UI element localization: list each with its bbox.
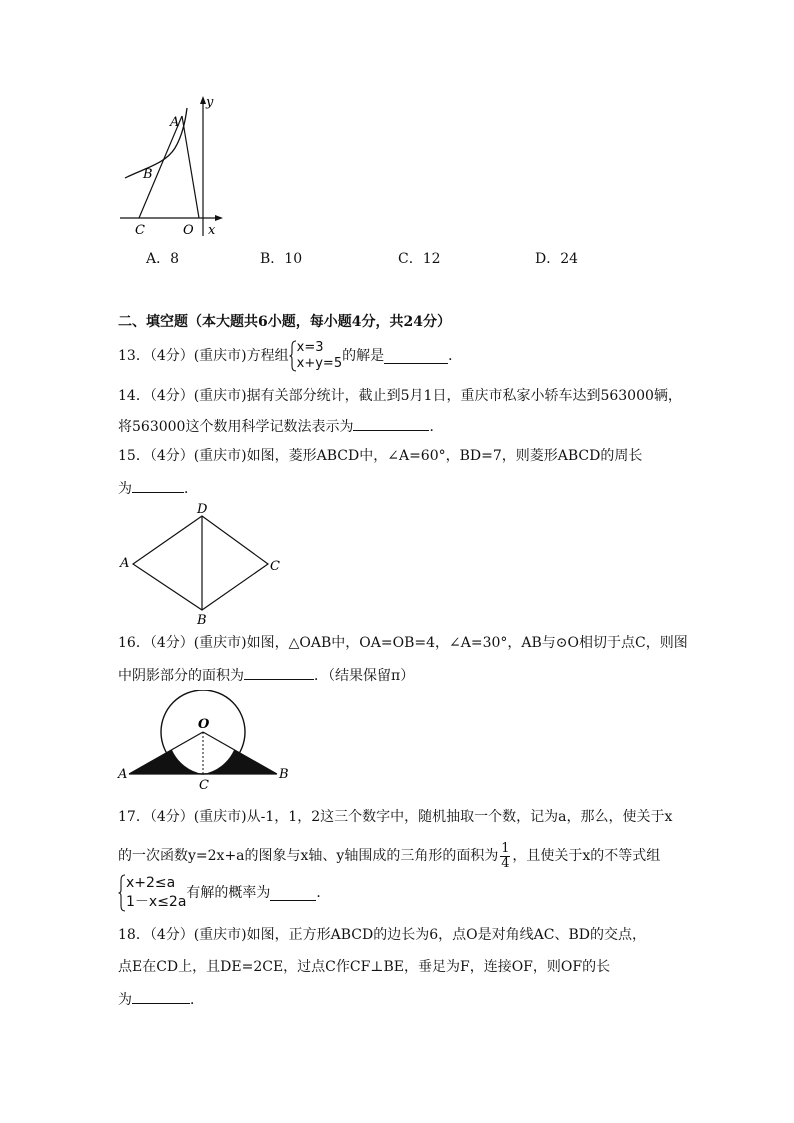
q14-answer-blank[interactable] [353,416,429,431]
q12-figure [115,92,225,242]
q15-label-B: B [197,613,207,628]
q17-line2-suffix: ，且使关于x的不等式组 [512,848,661,864]
q18-line1: 18．（4分）(重庆市)如图，正方形ABCD的边长为6，点O是对角线AC、BD的交点， [118,927,646,943]
q16-answer-blank[interactable] [244,665,314,680]
q16-line2 [118,665,414,685]
q13-prefix: 13．（4分）(重庆市)方程组 [118,348,289,364]
q16-label-C: C [199,778,209,792]
q14-end: ． [429,419,444,435]
q13-eq2: x+y=5 [296,356,343,371]
q17-line3-suffix: 有解的概率为 [186,885,271,901]
q17-line3 [118,873,330,913]
q15-label-C: C [270,559,280,574]
q18-answer-blank[interactable] [132,989,190,1004]
q17-brace [118,874,126,912]
q12-label-A: A [170,115,180,130]
q13-suffix: 的解是 [342,348,385,364]
q13-line [118,340,462,372]
q12-label-C: C [135,223,145,238]
q17-frac-den: 4 [501,855,510,871]
q15-end: ． [184,481,198,497]
q14-line2 [118,416,443,436]
section-heading: 二、填空题（本大题共6小题，每小题4分，共24分） [118,314,451,330]
q12-option-a[interactable]: A．8 [146,251,180,267]
q18-line3 [118,989,204,1009]
q16-line2-prefix: 中阴影部分的面积为 [118,668,244,684]
q14-line1: 14．（4分）(重庆市)据有关部分统计，截止到5月1日，重庆市私家小轿车达到563000辆， [118,388,682,404]
q17-line1: 17．（4分）(重庆市)从-1，1，2这三个数字中，随机抽取一个数，记为a，那么，使关于x [118,809,673,825]
q17-line2 [118,838,660,874]
q12-option-b[interactable]: B．10 [260,251,303,267]
q13-system [289,340,342,372]
q15-answer-blank[interactable] [132,478,184,493]
q17-line2-prefix: 的一次函数y=2x+a的图象与x轴、y轴围成的三角形的面积为 [118,848,499,864]
q17-answer-blank[interactable] [270,886,316,901]
q12-label-O: O [183,223,194,238]
q17-end: ． [316,885,331,901]
q17-ineq2: 1－x≤2a [126,894,187,910]
q17-ineq1: x+2≤a [126,875,176,891]
q16-line2-suffix: ．（结果保留π） [314,668,415,684]
q12-option-c[interactable]: C．12 [398,251,441,267]
q13-end: ． [448,348,463,364]
q14-line2-prefix: 将563000这个数用科学记数法表示为 [118,419,354,435]
q16-label-B: B [279,767,289,782]
q18-line3-prefix: 为 [118,992,132,1008]
q12-label-B: B [143,167,153,182]
q15-label-A: A [120,556,130,571]
q18-line2: 点E在CD上，且DE=2CE，过点C作CF⊥BE，垂足为F，连接OF，则OF的长 [118,959,611,975]
q18-end: ． [190,992,204,1008]
q15-label-D: D [197,502,208,517]
q15-line2 [118,478,198,498]
q17-fraction [500,842,510,871]
q16-figure [115,690,300,792]
q15-figure [115,500,290,630]
q13-brace [289,340,297,372]
q16-label-A: A [118,767,128,782]
q12-label-x: x [208,223,216,238]
q17-frac-num: 1 [501,840,510,856]
q12-label-y: y [206,95,214,110]
q16-line1: 16．（4分）(重庆市)如图，△OAB中，OA=OB=4，∠A=30°，AB与⊙O相切于点C，则图 [118,635,688,651]
q15-line2-prefix: 为 [118,481,132,497]
q12-option-d[interactable]: D．24 [535,251,579,267]
q13-answer-blank[interactable] [384,349,448,364]
q13-eq1: x=3 [296,340,324,355]
q16-label-O: O [198,717,210,732]
q15-line1: 15．（4分）(重庆市)如图，菱形ABCD中，∠A=60°，BD=7，则菱形ABCD的周长 [118,448,643,464]
